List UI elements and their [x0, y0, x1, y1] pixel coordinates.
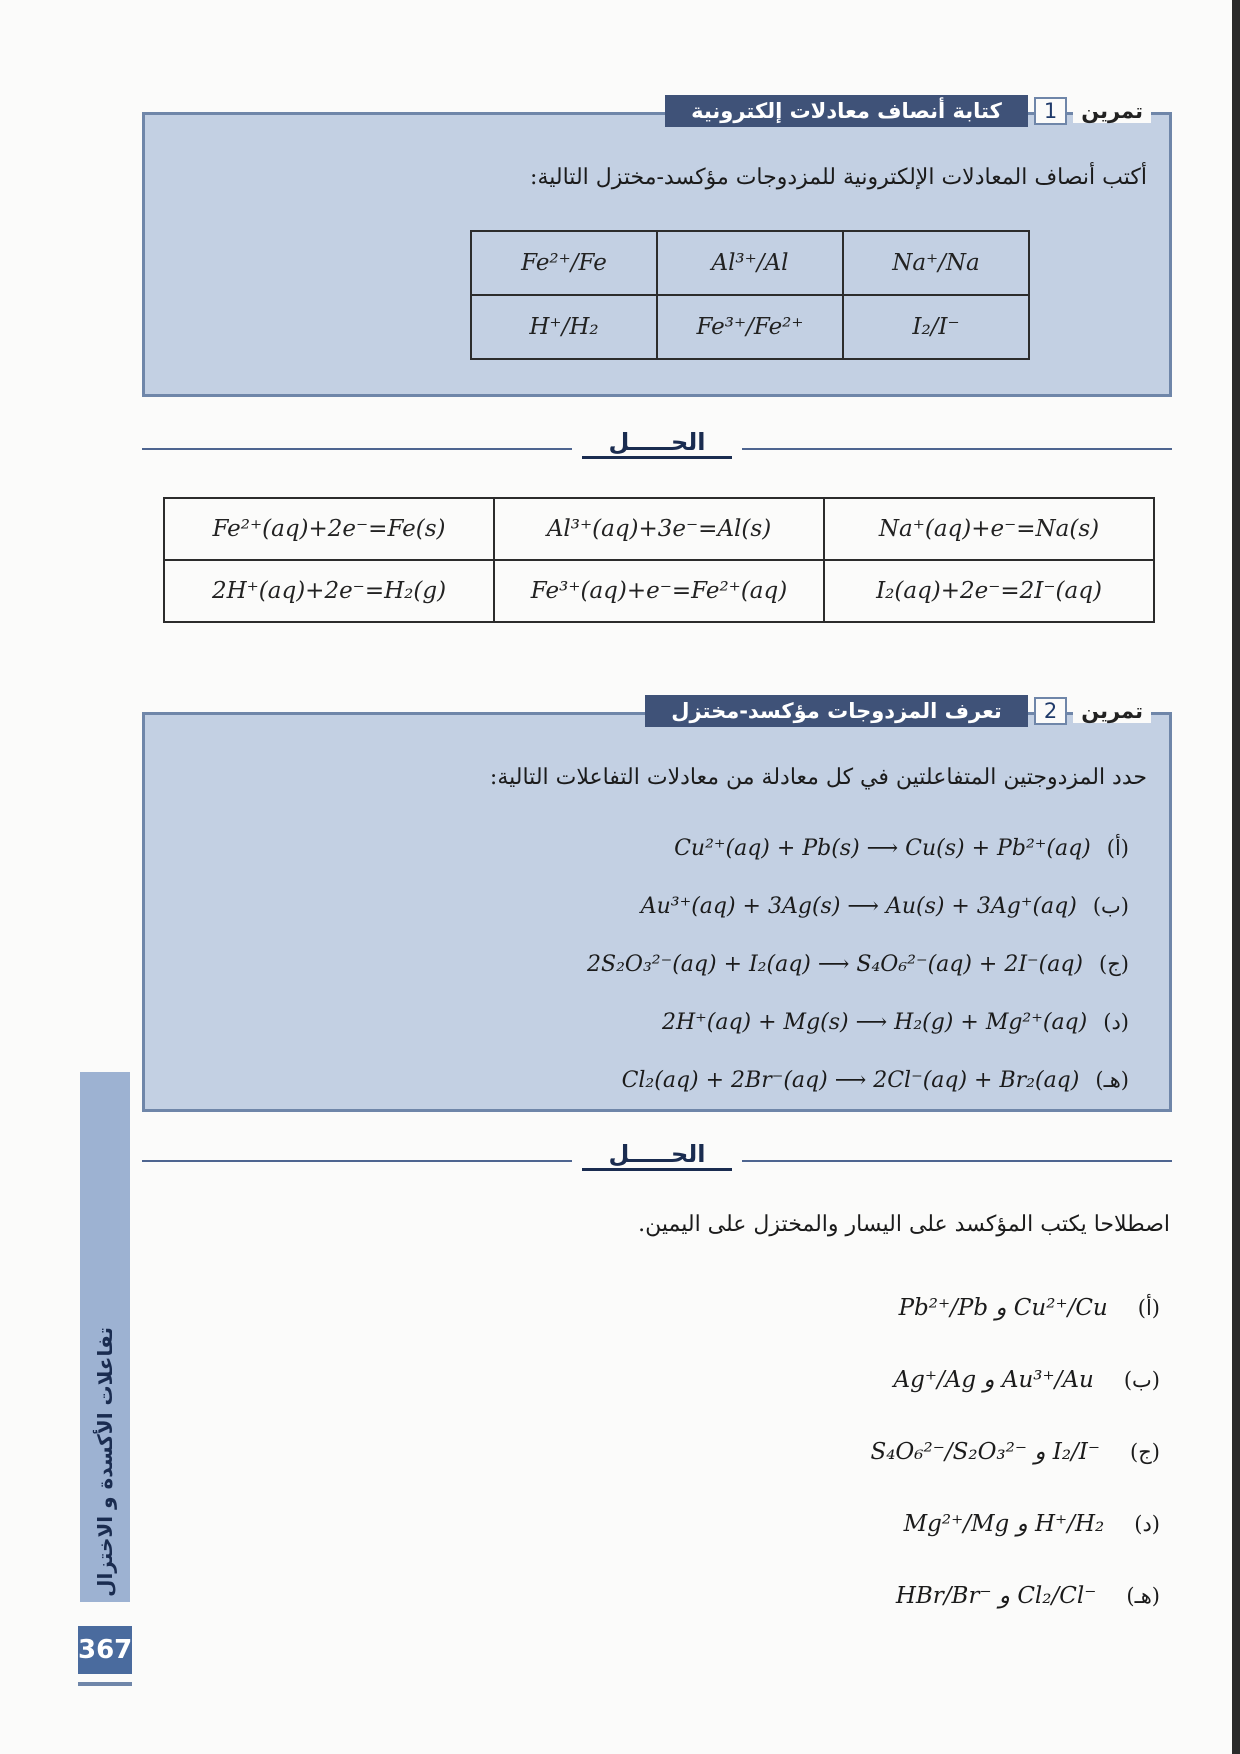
exercise-2-word: تمرين: [1073, 699, 1151, 723]
exercise-1-header: [665, 95, 1151, 127]
pair-text: Mg²⁺/Mg و H⁺/H₂: [903, 1511, 1105, 1537]
exercise-1-word: تمرين: [1073, 99, 1151, 123]
exercise-1-box: [142, 99, 1172, 397]
table-row: [471, 231, 1029, 295]
pair-list: [870, 1272, 1160, 1632]
reaction-item: [229, 993, 1129, 1051]
exercise-1-number: 1: [1034, 97, 1067, 125]
solution-1-heading: [142, 428, 1172, 468]
table-row: [164, 560, 1154, 622]
page-number: 367: [78, 1635, 133, 1665]
reaction-equation: 2S₂O₃²⁻(aq) + I₂(aq) ⟶ S₄O₆²⁻(aq) + 2I⁻(aq): [587, 951, 1084, 977]
exercise-2-header: [645, 695, 1151, 727]
reaction-item: [229, 1051, 1129, 1109]
table-cell: Al³⁺/Al: [657, 231, 843, 295]
exercise-1-table: [470, 230, 1030, 360]
table-cell: Fe³⁺/Fe²⁺: [657, 295, 843, 359]
reaction-label: (د): [1103, 1010, 1129, 1034]
table-cell: Na⁺/Na: [843, 231, 1029, 295]
divider: [742, 1160, 1172, 1162]
page-number-box: [78, 1626, 132, 1674]
reaction-label: (أ): [1106, 836, 1129, 860]
reaction-label: (ج): [1099, 952, 1129, 976]
exercise-1-prompt: أكتب أنصاف المعادلات الإلكترونية للمزدوجات مؤكسد-مختزل التالية:: [530, 165, 1147, 190]
pair-label: (د): [1134, 1512, 1160, 1536]
solution-2-note: اصطلاحا يكتب المؤكسد على اليسار والمختزل على اليمين.: [638, 1212, 1170, 1237]
exercise-2-number: 2: [1034, 697, 1067, 725]
table-cell: Al³⁺(aq)+3e⁻=Al(s): [494, 498, 824, 560]
divider: [742, 448, 1172, 450]
reaction-label: (هـ): [1095, 1068, 1129, 1092]
table-row: [164, 498, 1154, 560]
pair-item: [870, 1560, 1160, 1632]
table-cell: I₂(aq)+2e⁻=2I⁻(aq): [824, 560, 1154, 622]
pair-label: (ب): [1123, 1368, 1160, 1392]
reaction-equation: 2H⁺(aq) + Mg(s) ⟶ H₂(g) + Mg²⁺(aq): [661, 1009, 1088, 1035]
pair-item: [870, 1344, 1160, 1416]
table-cell: Fe²⁺(aq)+2e⁻=Fe(s): [164, 498, 494, 560]
pair-label: (أ): [1137, 1296, 1160, 1320]
solution-2-heading: [142, 1140, 1172, 1180]
pair-text: HBr/Br⁻ و Cl₂/Cl⁻: [895, 1583, 1097, 1609]
reaction-equation: Au³⁺(aq) + 3Ag(s) ⟶ Au(s) + 3Ag⁺(aq): [640, 893, 1077, 919]
exercise-2-box: [142, 699, 1172, 1112]
divider: [78, 1682, 132, 1686]
exercise-1-title: كتابة أنصاف معادلات إلكترونية: [665, 95, 1028, 127]
table-cell: Fe²⁺/Fe: [471, 231, 657, 295]
page-edge: [1232, 0, 1240, 1754]
pair-item: [870, 1488, 1160, 1560]
table-cell: Fe³⁺(aq)+e⁻=Fe²⁺(aq): [494, 560, 824, 622]
chapter-title: تفاعلات الأكسدة و الاختزال: [93, 1327, 117, 1597]
reaction-item: [229, 819, 1129, 877]
divider: [142, 1160, 572, 1162]
table-cell: H⁺/H₂: [471, 295, 657, 359]
reaction-list: [229, 819, 1129, 1109]
pair-text: Pb²⁺/Pb و Cu²⁺/Cu: [898, 1295, 1108, 1321]
reaction-label: (ب): [1092, 894, 1129, 918]
solution-2-title: الحـــــل: [582, 1140, 732, 1171]
pair-text: Ag⁺/Ag و Au³⁺/Au: [893, 1367, 1094, 1393]
reaction-equation: Cu²⁺(aq) + Pb(s) ⟶ Cu(s) + Pb²⁺(aq): [674, 835, 1091, 861]
solution-1-table: [163, 497, 1155, 623]
chapter-sidebar: [80, 1072, 130, 1602]
reaction-item: [229, 935, 1129, 993]
divider: [142, 448, 572, 450]
reaction-equation: Cl₂(aq) + 2Br⁻(aq) ⟶ 2Cl⁻(aq) + Br₂(aq): [621, 1067, 1080, 1093]
exercise-2-prompt: حدد المزدوجتين المتفاعلتين في كل معادلة من معادلات التفاعلات التالية:: [489, 765, 1147, 790]
pair-item: [870, 1272, 1160, 1344]
table-cell: 2H⁺(aq)+2e⁻=H₂(g): [164, 560, 494, 622]
table-row: [471, 295, 1029, 359]
pair-text: S₄O₆²⁻/S₂O₃²⁻ و I₂/I⁻: [870, 1439, 1101, 1465]
solution-1-title: الحـــــل: [582, 428, 732, 459]
pair-label: (هـ): [1126, 1584, 1160, 1608]
reaction-item: [229, 877, 1129, 935]
exercise-2-title: تعرف المزدوجات مؤكسد-مختزل: [645, 695, 1028, 727]
table-cell: I₂/I⁻: [843, 295, 1029, 359]
pair-item: [870, 1416, 1160, 1488]
pair-label: (ج): [1130, 1440, 1160, 1464]
table-cell: Na⁺(aq)+e⁻=Na(s): [824, 498, 1154, 560]
